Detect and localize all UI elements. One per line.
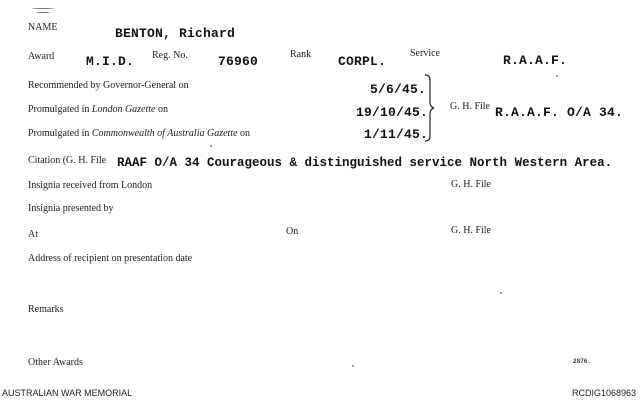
name-value: BENTON, Richard bbox=[115, 26, 236, 41]
gh-file-value-1: R.A.A.F. O/A 34. bbox=[495, 105, 624, 120]
card-number: 2876. bbox=[573, 358, 592, 365]
at-label: At bbox=[28, 229, 38, 240]
ink-mark bbox=[36, 12, 50, 13]
regno-label: Reg. No. bbox=[152, 50, 188, 61]
address-label: Address of recipient on presentation date bbox=[28, 253, 193, 264]
promulgated-cwlth-date: 1/11/45. bbox=[364, 127, 429, 142]
promulgated-london-date: 19/10/45. bbox=[356, 105, 429, 120]
service-value: R.A.A.F. bbox=[503, 53, 568, 68]
footer-id: RCDIG1068963 bbox=[571, 388, 636, 398]
rank-label: Rank bbox=[290, 49, 312, 60]
gh-file-label-1: G. H. File bbox=[450, 101, 490, 112]
rank-value: CORPL. bbox=[338, 54, 387, 69]
citation-value: RAAF O/A 34 Courageous & distinguished service North Western Area. bbox=[117, 156, 613, 170]
ink-speck bbox=[352, 365, 354, 367]
award-label: Award bbox=[28, 51, 55, 62]
citation-label: Citation (G. H. File bbox=[28, 155, 107, 166]
recommended-date: 5/6/45. bbox=[370, 82, 427, 97]
award-value: M.I.D. bbox=[86, 54, 135, 69]
promulgated-london-label: Promulgated in London Gazette on bbox=[28, 104, 168, 115]
ink-speck bbox=[500, 292, 502, 294]
recommended-label: Recommended by Governor-General on bbox=[28, 80, 189, 91]
promulgated-cwlth-label: Promulgated in Commonwealth of Australia Gazette on bbox=[28, 128, 251, 139]
footer-source: AUSTRALIAN WAR MEMORIAL bbox=[2, 388, 133, 398]
ink-mark bbox=[32, 8, 54, 9]
regno-value: 76960 bbox=[218, 54, 259, 69]
ink-speck bbox=[210, 145, 212, 147]
gh-file-label-3: G. H. File bbox=[451, 225, 491, 236]
on-label: On bbox=[286, 226, 299, 237]
service-label: Service bbox=[410, 48, 440, 59]
remarks-label: Remarks bbox=[28, 304, 64, 315]
insignia-received-label: Insignia received from London bbox=[28, 180, 153, 191]
other-awards-label: Other Awards bbox=[28, 357, 83, 368]
name-label: NAME bbox=[28, 22, 58, 33]
gh-file-label-2: G. H. File bbox=[451, 179, 491, 190]
ink-speck bbox=[556, 75, 558, 77]
insignia-presented-label: Insignia presented by bbox=[28, 203, 114, 214]
